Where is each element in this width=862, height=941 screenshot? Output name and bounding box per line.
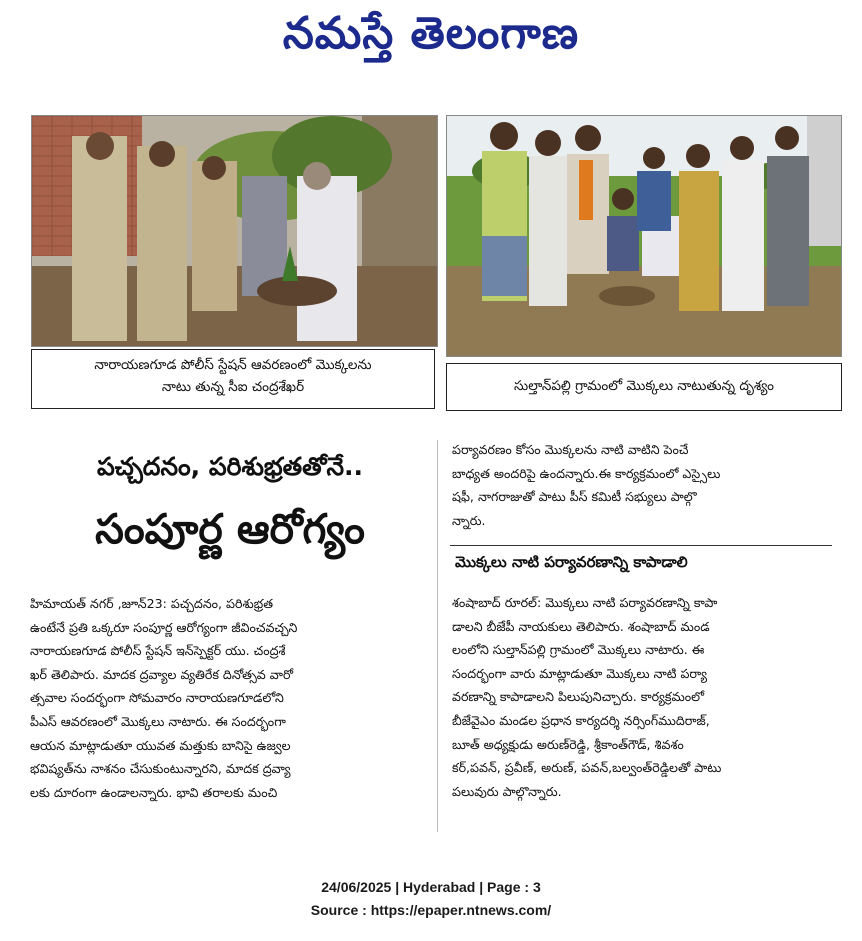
story2-headline: మొక్కలు నాటి పర్యావరణాన్ని కాపాడాలి xyxy=(455,553,688,571)
body-line: భవిష్యత్‌ను నాశనం చేసుకుంటున్నారని, మాదక ద్రవ్యా xyxy=(30,761,291,777)
body-line: షఫీ, నాగరాజుతో పాటు పీస్ కమిటీ సభ్యులు పాల్గొ xyxy=(452,489,697,505)
body-line: లంలోని సుల్తాన్‌పల్లి గ్రామంలో మొక్కలు నాటారు. ఈ xyxy=(452,642,705,658)
photo-sultanpalli-planting xyxy=(446,115,842,357)
body-line: పీఎస్ ఆవరణంలో మొక్కలు నాటారు. ఈ సందర్భంగా xyxy=(30,713,286,729)
column-divider xyxy=(437,440,438,832)
body-line: వరణాన్ని కాపాడాలని పిలుపునిచ్చారు. కార్యక్రమంలో xyxy=(452,689,705,705)
body-line: హిమాయత్ నగర్ ,జూన్23: పచ్చదనం, పరిశుభ్రత xyxy=(30,596,274,611)
story1-continued xyxy=(452,438,836,532)
body-line: నారాయణగూడ పోలీస్ స్టేషన్ ఇన్‌స్పెక్టర్ యు. చంద్రశే xyxy=(30,643,286,659)
body-line: డాలని బీజేపీ నాయకులు తెలిపారు. శంషాబాద్ మండ xyxy=(452,618,710,634)
body-line: కర్,పవన్, ప్రవీణ్, అరుణ్, పవన్,బల్వంత్‌రెడ్డిలతో పాటు xyxy=(452,760,722,776)
body-line: శంషాబాద్ రూరల్: మొక్కలు నాటి పర్యావరణాన్ని కాపా xyxy=(452,595,718,610)
body-line: పలువురు పాల్గొన్నారు. xyxy=(452,783,562,799)
body-line: ఉంటేనే ప్రతి ఒక్కరూ సంపూర్ణ ఆరోగ్యంగా జీవించవచ్చని xyxy=(30,619,298,635)
photo-left-caption xyxy=(31,349,435,409)
body-line: బాధ్యత అందరిపై ఉందన్నారు.ఈ కార్యక్రమంలో ఎస్సైలు xyxy=(452,465,721,481)
body-line: సందర్భంగా వారు మాట్లాడుతూ మొక్కలు నాటి పర్యా xyxy=(452,665,708,681)
body-line: బీజేవైఎం మండల ప్రధాన కార్యదర్శి నర్సింగ్‌ముదిరాజ్, xyxy=(452,712,710,728)
caption-line: నారాయణగూడ పోలీస్ స్టేషన్ ఆవరణంలో మొక్కలను xyxy=(94,357,372,373)
section-divider xyxy=(450,545,832,546)
story2-body xyxy=(452,591,836,803)
body-line: త్సవాల సందర్భంగా సోమవారం నారాయణగూడలోని xyxy=(30,690,284,706)
footer-date-edition: 24/06/2025 | Hyderabad | Page : 3 xyxy=(321,879,541,895)
newspaper-masthead: నమస్తే తెలంగాణ xyxy=(282,8,580,59)
photo-right-caption xyxy=(446,363,842,411)
caption-text: సుల్తాన్‌పల్లి గ్రామంలో మొక్కలు నాటుతున్న దృశ్యం xyxy=(514,378,774,394)
body-line: లకు దూరంగా ఉండాలన్నారు. భావి తరాలకు మంచి xyxy=(30,784,278,800)
body-line: పర్యావరణం కోసం మొక్కలను నాటి వాటిని పెంచే xyxy=(452,442,689,457)
photo-police-planting xyxy=(31,115,438,347)
story-headline: సంపూర్ణ ఆరోగ్యం xyxy=(95,505,365,553)
story-kicker: పచ్చదనం, పరిశుభ్రతతోనే.. xyxy=(96,452,364,481)
body-line: ఖర్ తెలిపారు. మాదక ద్రవ్యాల వ్యతిరేక దినోత్సవ వారో xyxy=(30,666,294,682)
caption-line: నాటు తున్న సీఐ చంద్రశేఖర్ xyxy=(161,379,305,395)
body-line: ఆయన మాట్లాడుతూ యువత మత్తుకు బానిసై ఉజ్వల xyxy=(30,737,291,753)
footer-source-link[interactable]: Source : https://epaper.ntnews.com/ xyxy=(310,902,552,918)
story1-body xyxy=(30,592,430,804)
body-line: న్నారు. xyxy=(452,512,486,528)
body-line: బూత్ అధ్యక్షుడు అరుణ్‌రెడ్డి, శ్రీకాంత్‌గౌడ్, శివశం xyxy=(452,736,684,752)
